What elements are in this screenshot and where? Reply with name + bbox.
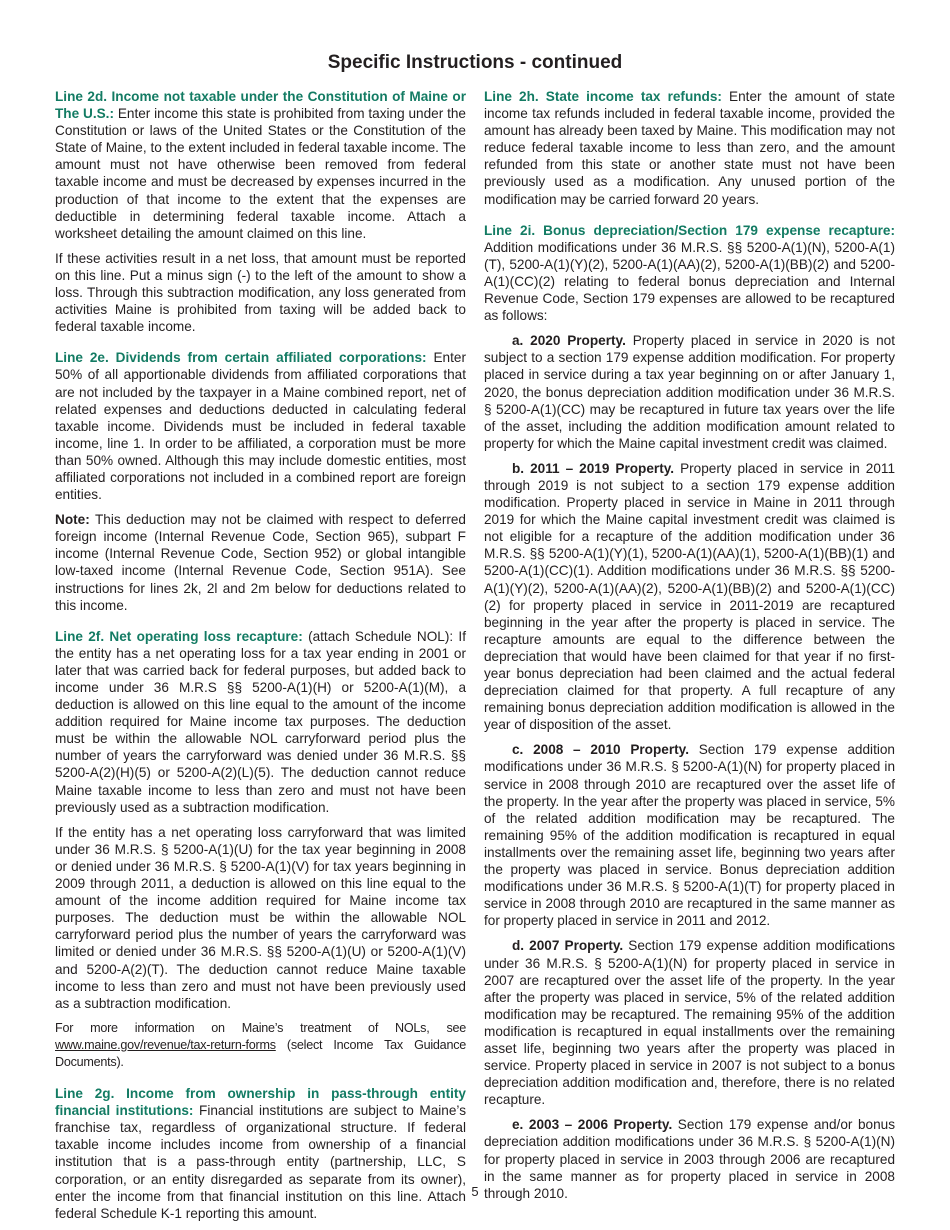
- line-2e-heading: Line 2e. Dividends from certain affiliated corporations:: [55, 350, 427, 366]
- line-2h-body: Enter the amount of state income tax refunds included in federal taxable income, provided the amount has already been taxed by Maine. This modification may not reduce federal taxable income to less than zero, and the amount refunded from this state or another state must not have been previously used as a modification. Any unused portion of the modification may be carried forward 20 years.: [484, 89, 895, 207]
- note-body: This deduction may not be claimed with respect to deferred foreign income (Internal Revenue Code, Section 965), subpart F income (Internal Revenue Code, Section 952) or global intangible low-taxed income (Internal Revenue Code, Section 951A). See instructions for lines 2k, 2l and 2m below for deductions related to this income.: [55, 512, 466, 613]
- nol-more-info-post: (select Income Tax Guidance Documents).: [55, 1037, 466, 1069]
- item-b-paragraph: [484, 460, 895, 734]
- line-2f-paragraph-2: If the entity has a net operating loss carryforward that was limited under 36 M.R.S. § 5200-A(1)(U) for the tax year beginning in 2008 or denied under 36 M.R.S. § 5200-A(1)(V) for tax years beginning in 2009 through 2011, a deduction is allowed on this line equal to the amount of the income addition required for Maine income tax purposes. The deduction must be within the allowable NOL carryforward period plus the number of years the carryforward was limited or denied under 36 M.R.S. §§ 5200-A(1)(U) or 5200-A(1)(V) and 5200-A(2)(T). The deduction cannot reduce Maine taxable income to less than zero and must not have been previously used as a subtraction modification.: [55, 824, 466, 1011]
- line-2f-paragraph: [55, 628, 466, 816]
- line-2g-heading: Line 2g. Income from ownership in pass-through entity financial institutions:: [55, 1086, 466, 1119]
- item-a-label: a. 2020 Property.: [512, 333, 626, 349]
- item-e-label: e. 2003 – 2006 Property.: [512, 1117, 673, 1133]
- item-e-body: Section 179 expense and/or bonus depreciation addition modifications under 36 M.R.S. § 5200-A(1)(N) for property placed in service in 2003 through 2006 are recaptured in the same manner as for property placed in service in 2008 through 2010.: [484, 1117, 895, 1201]
- line-2i-paragraph: [484, 222, 895, 325]
- item-a-body: Property placed in service in 2020 is not subject to a section 179 expense addition modification. For property placed in service during a tax year beginning on or after January 1, 2020, the bonus depreciation addition modification under 36 M.R.S. § 5200-A(1)(CC) may be recaptured in future tax years over the life of the asset, including the addition modification amount related to property for which the Maine capital investment credit was claimed.: [484, 333, 895, 451]
- item-d-paragraph: [484, 937, 895, 1108]
- line-2e-body: Enter 50% of all apportionable dividends from affiliated corporations that are not included by the taxpayer in a Maine combined report, net of related expenses and deductions deducted in calculating federal taxable income. Dividends must be included in federal taxable income, line 1. In order to be affiliated, a corporation must be more than 50% owned. Although this may include domestic entities, most affiliated corporations not included in a combined report are foreign entities.: [55, 350, 466, 503]
- item-c-body: Section 179 expense addition modifications under 36 M.R.S. § 5200-A(1)(N) for property placed in service in 2008 through 2010 are recaptured over the asset life of the property. In the year after the property was placed in service, 5% of the related addition modification may be recaptured. The remaining 95% of the addition modification is recaptured in equal installments over the remaining asset life, beginning two years after the property was placed in service. Bonus depreciation addition modifications under 36 M.R.S. § 5200-A(1)(T) for property placed in service in 2008 through 2010 are recaptured in the same manner as for property placed in service in 2011 and 2012.: [484, 742, 895, 929]
- line-2d-paragraph-2: If these activities result in a net loss, that amount must be reported on this line. Put a minus sign (-) to the left of the amount to show a loss. Through this subtraction modification, any loss generated from activities Maine is prohibited from taxing will be added back to federal taxable income.: [55, 250, 466, 335]
- item-d-body: Section 179 expense addition modifications under 36 M.R.S. § 5200-A(1)(N) for property placed in service in 2007 are recaptured over the asset life of the property. In the year after the property was placed in service, 5% of the related addition modification may be recaptured. The remaining 95% of the addition modification is recaptured in equal installments over the remaining asset life, beginning two years after the property was placed in service. Property placed in service in 2007 is not subject to a bonus depreciation addition modification and, therefore, there is no related recapture.: [484, 938, 895, 1108]
- line-2h-heading: Line 2h. State income tax refunds:: [484, 89, 722, 104]
- line-2e-paragraph: [55, 349, 466, 503]
- line-2i-heading: Line 2i. Bonus depreciation/Section 179 expense recapture:: [484, 222, 895, 238]
- left-column: [55, 88, 466, 1230]
- nol-more-info-pre: For more information on Maine’s treatment of NOLs, see: [55, 1020, 466, 1035]
- line-2d-heading: Line 2d. Income not taxable under the Constitution of Maine or The U.S.:: [55, 89, 466, 122]
- line-2e-note: [55, 511, 466, 614]
- item-b-label: b. 2011 – 2019 Property.: [512, 460, 675, 476]
- tax-forms-link[interactable]: www.maine.gov/revenue/tax-return-forms: [55, 1037, 276, 1052]
- nol-more-info: [55, 1020, 466, 1071]
- item-d-label: d. 2007 Property.: [512, 938, 624, 954]
- line-2i-body: Addition modifications under 36 M.R.S. §§ 5200-A(1)(N), 5200-A(1)(T), 5200-A(1)(Y)(2), 5200-A(1)(AA)(2), 5200-A(1)(BB)(2) and 5200-A(1)(CC)(2) relating to federal bonus depreciation and Internal Revenue Code, Section 179 expenses are allowed to be recaptured as follows:: [484, 239, 895, 324]
- line-2f-heading: Line 2f. Net operating loss recapture:: [55, 628, 303, 644]
- page-number: 5: [471, 1184, 479, 1199]
- note-label: Note:: [55, 512, 90, 528]
- page-title: Specific Instructions - continued: [327, 52, 623, 73]
- line-2h-paragraph: [484, 88, 895, 208]
- item-c-label: c. 2008 – 2010 Property.: [512, 742, 689, 758]
- line-2d-paragraph: [55, 88, 466, 242]
- line-2g-paragraph: [55, 1085, 466, 1222]
- line-2f-body: (attach Schedule NOL): If the entity has a net operating loss for a tax year ending in 2001 or later that was carried back for federal purposes, but added back to income under 36 M.R.S §§ 5200-A(1)(H) or 5200-A(1)(M), a deduction is allowed on this line equal to the amount of the income addition required for Maine income tax purposes. The deduction must be within the allowable NOL carryforward period plus the number of years the carryforward was denied under 36 M.R.S. §§ 5200-A(2)(H)(5) or 5200-A(2)(L)(5). The deduction cannot reduce Maine taxable income to less than zero and must not have been previously used as a subtraction modification.: [55, 628, 466, 815]
- line-2g-body: Financial institutions are subject to Maine’s franchise tax, regardless of organizational structure. If federal taxable income includes income from ownership of a financial institution that is a pass-through entity (partnership, LLC, S corporation, or an entity disregarded as separate from its owner), enter the income from that financial institution on this line. Attach federal Schedule K-1 reporting this amount.: [55, 1103, 466, 1221]
- item-c-paragraph: [484, 741, 895, 929]
- item-b-body: Property placed in service in 2011 through 2019 is not subject to a section 179 expense addition modification. Property placed in service in Maine in 2011 through 2019 for which the Maine capital investment credit was claimed is not eligible for a recapture of the addition modification under 36 M.R.S. §§ 5200-A(1)(Y)(1), 5200-A(1)(AA)(1), 5200-A(1)(BB)(1) and 5200-A(1)(CC)(1). Addition modifications under 36 M.R.S. §§ 5200-A(1)(Y)(2), 5200-A(1)(AA)(2), 5200-A(1)(BB)(2) and 5200-A(1)(CC)(2) for property placed in service in 2011-2019 are recaptured beginning in the year after the property is placed in service. The recapture amounts are equal to the difference between the depreciation that would have been claimed for that year if no first-year bonus depreciation had been claimed and the actual federal depreciation claimed for that property. A full recapture of any remaining bonus depreciation addition modification is allowed in the year of disposition of the asset.: [484, 460, 895, 733]
- line-2d-body: Enter income this state is prohibited from taxing under the Constitution or laws of the United States or the Constitution of the State of Maine, to the extent included in federal taxable income. The amount must not have otherwise been removed from federal taxable income and must be decreased by expenses incurred in the production of that income to the extent that the expenses are deductible in determining federal taxable income. Attach a worksheet detailing the amount claimed on this line.: [55, 106, 466, 241]
- item-a-paragraph: [484, 332, 895, 452]
- right-column: [484, 88, 895, 1210]
